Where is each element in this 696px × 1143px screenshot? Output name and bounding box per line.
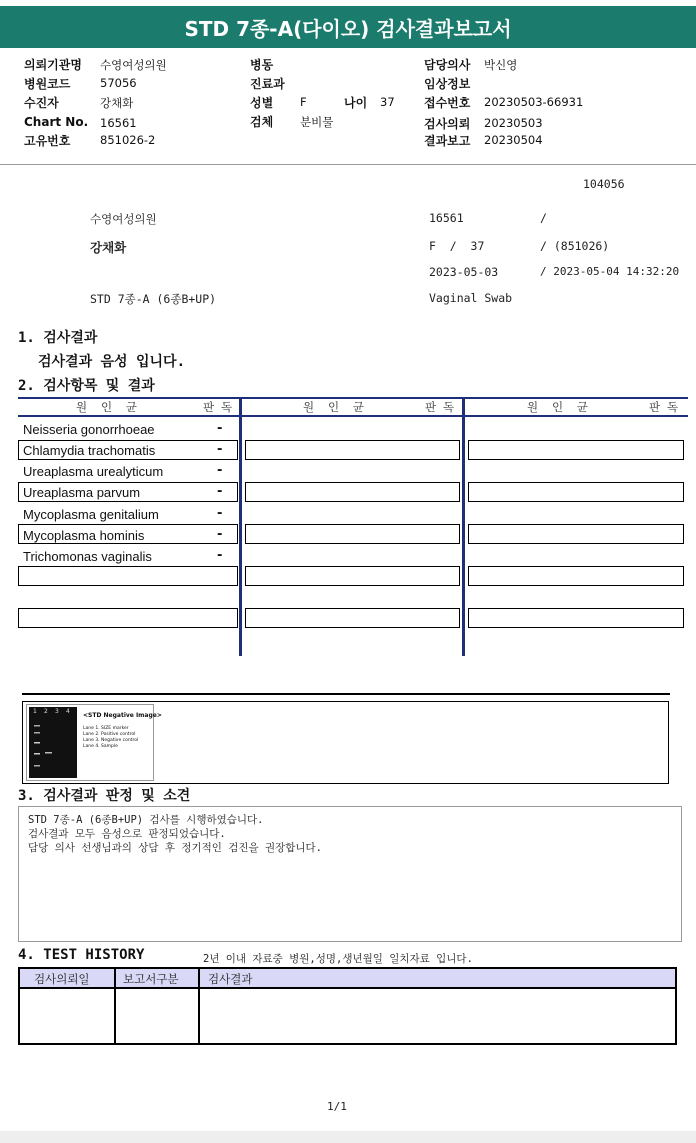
organism-name: Chlamydia trachomatis [23,443,156,458]
page-bottom-strip [0,1131,696,1143]
row-box [468,482,684,502]
sex-label: 성별 [250,96,274,110]
report-code: 104056 [583,177,625,191]
age-value: 37 [380,95,395,109]
dept-label: 진료과 [250,77,285,91]
row-box [468,608,684,628]
age-label: 나이 [344,96,368,110]
receipt-no-value: 20230503-66931 [484,95,584,109]
organism-name: Mycoplasma genitalium [23,507,159,522]
row-box [18,608,238,628]
info-slash: / [540,211,547,225]
results-table-header-rule [18,415,688,417]
info-test-name: STD 7종-A (6종B+UP) [90,292,217,306]
organism-result: - [217,463,223,478]
row-box [18,566,238,586]
info-clinic: 수영여성의원 [90,212,157,226]
organism-result: - [217,442,223,457]
report-title: STD 7종-A(다이오) 검사결과보고서 [0,0,696,48]
doctor-label: 담당의사 [424,58,471,72]
organism-result: - [217,506,223,521]
gel-lane-3: 3 [55,708,59,715]
history-header-row [20,969,675,989]
organism-name: Trichomonas vaginalis [23,549,152,564]
row-box [468,440,684,460]
chart-no-value: 16561 [100,116,137,130]
row-box [245,482,460,502]
col-organism-header-2: 원 인 균 [303,400,365,414]
request-date-value: 20230503 [484,116,543,130]
hospital-code-label: 병원코드 [24,77,71,91]
row-box [245,440,460,460]
gel-top-rule [22,693,670,695]
col-result-header-3: 판 독 [649,400,679,414]
opinion-line: STD 7종-A (6종B+UP) 검사를 시행하였습니다. [28,814,264,826]
organism-result: - [217,548,223,563]
opinion-line: 검사결과 모두 음성으로 판정되었습니다. [28,828,226,840]
history-table [18,967,677,1045]
info-request-date: 2023-05-03 [429,265,499,279]
gel-lane-4: 4 [66,708,70,715]
hospital-value: 수영여성의원 [100,58,167,72]
row-box [245,524,460,544]
history-col-report-type: 보고서구분 [123,972,179,986]
gel-legend-item: Lane 2. Positive control [83,732,136,737]
receipt-no-label: 접수번호 [424,96,471,110]
gel-legend-item: Lane 3. Negative control [83,738,139,743]
history-col-request-date: 검사의뢰일 [34,972,90,986]
gel-lane-2: 2 [44,708,48,715]
results-table-divider-1 [239,397,242,656]
row-box [245,608,460,628]
specimen-value: 분비물 [300,115,334,129]
header-left [24,56,264,151]
page-number: 1/1 [327,1100,347,1113]
history-col-divider [114,969,116,1043]
opinion-line: 담당 의사 선생님과의 상담 후 정기적인 검진을 권장합니다. [28,842,323,854]
hospital-label: 의뢰기관명 [24,58,82,72]
col-organism-header-3: 원 인 균 [527,400,589,414]
col-result-header-2: 판 독 [425,400,455,414]
info-report-datetime: / 2023-05-04 14:32:20 [540,265,680,278]
history-col-divider [198,969,200,1043]
section1-result-text: 검사결과 음성 입니다. [38,354,186,370]
organism-result: - [217,484,223,499]
header-mid [250,56,420,146]
report-date-label: 결과보고 [424,134,471,148]
sex-value: F [300,95,307,109]
unique-id-value: 851026-2 [100,133,156,147]
header-right [424,56,684,151]
row-box [468,566,684,586]
header-divider [0,164,696,165]
col-result-header-1: 판 독 [203,400,233,414]
request-date-label: 검사의뢰 [424,117,471,131]
organism-name: Ureaplasma parvum [23,485,141,500]
gel-legend-item: Lane 1. SIZE marker [83,726,129,731]
organism-result: - [217,421,223,436]
info-chart-no: 16561 [429,211,464,225]
info-birth: / (851026) [540,239,610,253]
section4-heading: 4. TEST HISTORY [18,947,145,963]
chart-no-label: Chart No. [24,115,89,129]
info-sex-age: F / 37 [429,239,485,253]
organism-name: Mycoplasma hominis [23,528,145,543]
top-border [0,0,696,6]
ward-label: 병동 [250,58,274,72]
patient-label: 수진자 [24,96,59,110]
history-note: 2년 이내 자료중 병원,성명,생년월일 일치자료 입니다. [203,953,473,965]
organism-result: - [217,527,223,542]
report-date-value: 20230504 [484,133,543,147]
gel-legend-item: Lane 4. Sample [83,744,118,749]
section1-heading: 1. 검사결과 [18,330,98,346]
patient-value: 강채화 [100,96,134,110]
row-box [245,566,460,586]
gel-title: <STD Negative Image> [83,712,162,719]
section2-heading: 2. 검사항목 및 결과 [18,378,155,394]
organism-name: Ureaplasma urealyticum [23,464,164,479]
history-col-result: 검사결과 [208,972,253,986]
col-organism-header-1: 원 인 균 [76,400,138,414]
clinical-info-label: 임상정보 [424,77,471,91]
specimen-label: 검체 [250,115,274,129]
info-specimen: Vaginal Swab [429,291,513,305]
hospital-code-value: 57056 [100,76,137,90]
unique-id-label: 고유번호 [24,134,71,148]
gel-lane-1: 1 [33,708,37,715]
row-box [468,524,684,544]
info-patient-name: 강채화 [90,240,127,255]
results-table-divider-2 [462,397,465,656]
section3-heading: 3. 검사결과 판정 및 소견 [18,788,191,804]
organism-name: Neisseria gonorrhoeae [23,422,155,437]
gel-image [26,704,162,781]
doctor-value: 박신영 [484,58,518,72]
